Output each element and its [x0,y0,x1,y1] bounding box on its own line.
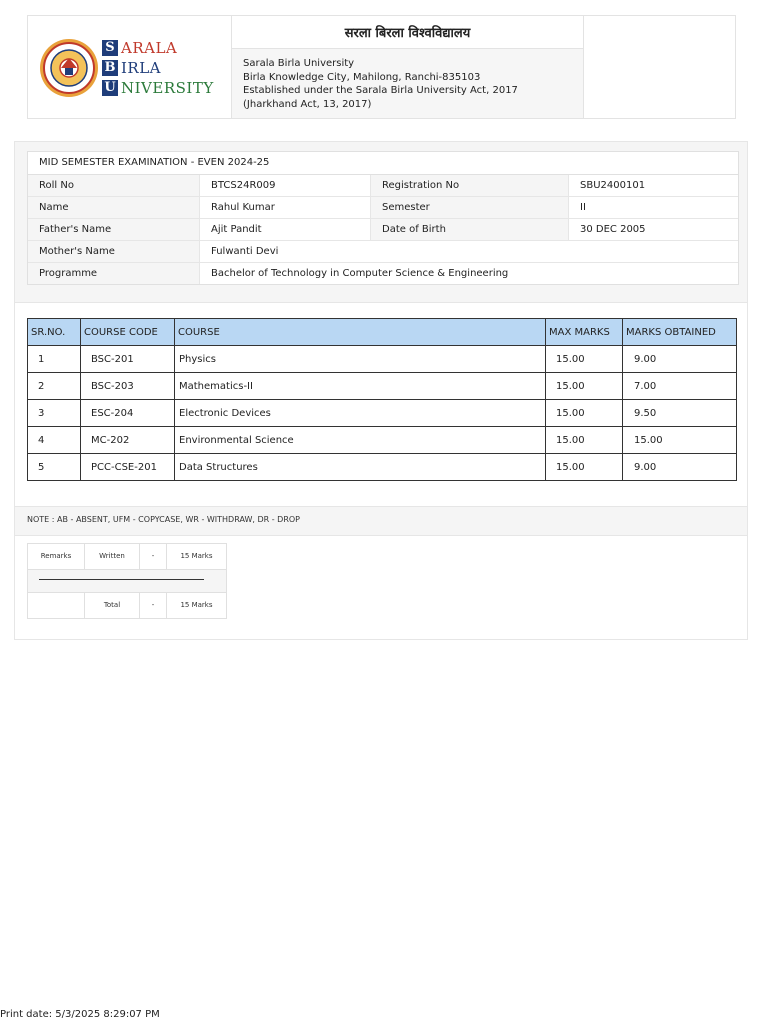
note-band [15,506,747,536]
course-cell: Mathematics-II [175,373,546,400]
semester-label: Semester [370,197,568,218]
marks-obtained-cell: 9.50 [623,400,737,427]
table-row [28,373,737,400]
table-row [28,346,737,373]
father-name-label: Father's Name [28,219,199,240]
course-code-cell: ESC-204 [81,400,175,427]
marks-obtained-cell: 9.00 [623,346,737,373]
father-name-value: Ajit Pandit [199,219,370,240]
table-row [28,454,737,481]
course-code-cell: BSC-203 [81,373,175,400]
logo-word-arala: ARALA [121,38,178,57]
name-label: Name [28,197,199,218]
max-marks-cell: 15.00 [546,373,623,400]
print-date: Print date: 5/3/2025 8:29:07 PM [0,1009,160,1020]
max-marks-cell: 15.00 [546,400,623,427]
dob-value: 30 DEC 2005 [568,219,738,240]
logo-wordmark [102,38,214,98]
semester-value: II [568,197,738,218]
hindi-title: सरला बिरला विश्वविद्यालय [232,16,583,49]
abbreviation-note: NOTE : AB - ABSENT, UFM - COPYCASE, WR - WITHDRAW, DR - DROP [27,515,301,524]
course-cell: Electronic Devices [175,400,546,427]
col-header-sr-no: SR.NO. [28,319,81,346]
university-name: Sarala Birla University [243,58,355,69]
logo-letter-u: U [102,80,118,96]
sr-no-cell: 1 [28,346,81,373]
max-marks-cell: 15.00 [546,454,623,481]
summary-box [27,543,227,619]
logo-word-irla: IRLA [121,58,162,77]
dob-label: Date of Birth [370,219,568,240]
total-dash: - [139,593,166,618]
table-row [28,400,737,427]
col-header-marks-obtained: MARKS OBTAINED [623,319,737,346]
university-info [232,16,584,118]
student-row [28,197,738,219]
remarks-empty-cell [28,593,84,618]
sr-no-cell: 5 [28,454,81,481]
mother-name-value: Fulwanti Devi [199,241,738,262]
course-cell: Environmental Science [175,427,546,454]
student-details [27,151,739,285]
marks-obtained-cell: 15.00 [623,427,737,454]
course-cell: Data Structures [175,454,546,481]
course-cell: Physics [175,346,546,373]
logo-word-niversity: NIVERSITY [121,78,214,97]
summary-row-written [28,544,226,569]
written-dash: - [139,544,166,569]
col-header-course: COURSE [175,319,546,346]
course-code-cell: MC-202 [81,427,175,454]
logo-letter-b: B [102,60,118,76]
marks-obtained-cell: 7.00 [623,373,737,400]
student-row [28,241,738,263]
summary-row-total [28,593,226,618]
logo-cell [28,16,232,118]
table-row [28,427,737,454]
summary-divider-line [39,579,204,580]
sr-no-cell: 2 [28,373,81,400]
student-row [28,219,738,241]
course-code-cell: PCC-CSE-201 [81,454,175,481]
total-label: Total [84,593,139,618]
col-header-max-marks: MAX MARKS [546,319,623,346]
sr-no-cell: 3 [28,400,81,427]
university-address: Birla Knowledge City, Mahilong, Ranchi-835103 [243,71,481,83]
marks-obtained-cell: 9.00 [623,454,737,481]
university-seal-icon [39,38,99,98]
university-header [27,15,736,119]
col-header-course-code: COURSE CODE [81,319,175,346]
photo-placeholder [584,16,735,118]
student-row [28,175,738,197]
marks-table [27,318,737,481]
total-marks: 15 Marks [166,593,226,618]
max-marks-cell: 15.00 [546,346,623,373]
registration-label: Registration No [370,175,568,196]
university-establishment: Established under the Sarala Birla University Act, 2017 (Jharkhand Act, 13, 2017) [243,85,518,110]
programme-value: Bachelor of Technology in Computer Science & Engineering [199,263,738,284]
student-row [28,263,738,284]
written-label: Written [84,544,139,569]
written-marks: 15 Marks [166,544,226,569]
summary-divider-row [28,569,226,593]
roll-no-value: BTCS24R009 [199,175,370,196]
mother-name-label: Mother's Name [28,241,199,262]
registration-value: SBU2400101 [568,175,738,196]
marks-header-row [28,319,737,346]
course-code-cell: BSC-201 [81,346,175,373]
roll-no-label: Roll No [28,175,199,196]
exam-title: MID SEMESTER EXAMINATION - EVEN 2024-25 [28,152,738,175]
programme-label: Programme [28,263,199,284]
remarks-label: Remarks [40,552,72,560]
name-value: Rahul Kumar [199,197,370,218]
result-panel [14,141,748,640]
sr-no-cell: 4 [28,427,81,454]
max-marks-cell: 15.00 [546,427,623,454]
logo-letter-s: S [102,40,118,56]
student-info-band [15,142,747,303]
